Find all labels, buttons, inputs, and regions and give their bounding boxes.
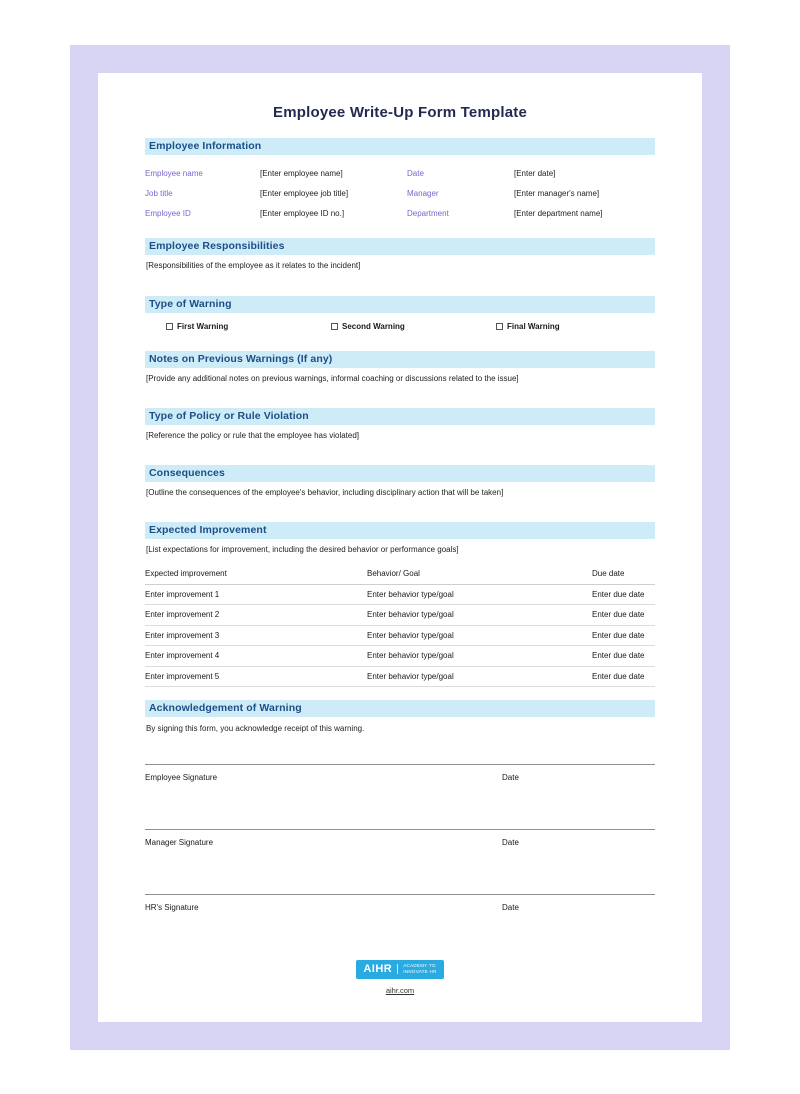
checkbox-icon[interactable] <box>166 323 173 330</box>
checkbox-first-warning[interactable] <box>166 322 331 331</box>
aihr-logo <box>356 960 443 979</box>
cell-improvement[interactable]: Enter improvement 3 <box>145 630 220 640</box>
date-label: Date <box>502 773 519 782</box>
field-label-date: Date <box>407 168 424 178</box>
checkbox-icon[interactable] <box>331 323 338 330</box>
section-heading-acknowledgement: Acknowledgement of Warning <box>145 700 655 717</box>
section-heading-employee-responsibilities: Employee Responsibilities <box>145 238 655 255</box>
field-value-manager[interactable]: [Enter manager's name] <box>514 188 600 198</box>
aihr-link[interactable]: aihr.com <box>385 986 415 995</box>
cell-due-date[interactable]: Enter due date <box>592 610 645 620</box>
checkbox-label: First Warning <box>177 322 229 331</box>
signature-block-hr <box>145 894 655 935</box>
checkbox-second-warning[interactable] <box>331 322 496 331</box>
section-heading-employee-information: Employee Information <box>145 138 655 155</box>
field-value-department[interactable]: [Enter department name] <box>514 208 603 218</box>
responsibilities-placeholder[interactable]: [Responsibilities of the employee as it relates to the incident] <box>146 261 361 270</box>
section-heading-policy-violation: Type of Policy or Rule Violation <box>145 408 655 425</box>
acknowledgement-body: By signing this form, you acknowledge receipt of this warning. <box>146 724 365 733</box>
checkbox-label: Final Warning <box>507 322 560 331</box>
manager-signature-label: Manager Signature <box>145 838 214 847</box>
cell-improvement[interactable]: Enter improvement 2 <box>145 610 220 620</box>
warning-options-row <box>166 322 655 331</box>
cell-improvement[interactable]: Enter improvement 5 <box>145 671 220 681</box>
section-heading-consequences: Consequences <box>145 465 655 482</box>
column-header-expected-improvement: Expected improvement <box>145 569 227 579</box>
hr-signature-label: HR's Signature <box>145 903 199 912</box>
section-heading-type-of-warning: Type of Warning <box>145 296 655 313</box>
improvement-table <box>145 564 655 687</box>
signature-block-manager <box>145 829 655 870</box>
table-row <box>145 646 655 667</box>
field-label-employee-id: Employee ID <box>145 208 191 218</box>
section-employee-information <box>145 138 655 223</box>
form-page <box>98 73 702 1022</box>
column-header-behavior-goal: Behavior/ Goal <box>367 569 420 579</box>
field-value-job-title[interactable]: [Enter employee job title] <box>260 188 349 198</box>
field-value-employee-id[interactable]: [Enter employee ID no.] <box>260 208 345 218</box>
consequences-placeholder[interactable]: [Outline the consequences of the employee's behavior, including disciplinary action that will be taken] <box>146 488 504 497</box>
notes-placeholder[interactable]: [Provide any additional notes on previous warnings, informal coaching or discussions related to the issue] <box>146 374 519 383</box>
cell-behavior-goal[interactable]: Enter behavior type/goal <box>367 630 454 640</box>
field-label-department: Department <box>407 208 449 218</box>
aihr-logo-text: AIHR <box>363 963 393 975</box>
section-employee-responsibilities <box>145 238 655 270</box>
improvement-placeholder[interactable]: [List expectations for improvement, including the desired behavior or performance goals] <box>146 545 459 554</box>
field-label-manager: Manager <box>407 188 439 198</box>
section-heading-notes-previous-warnings: Notes on Previous Warnings (If any) <box>145 351 655 368</box>
policy-placeholder[interactable]: [Reference the policy or rule that the employee has violated] <box>146 431 360 440</box>
checkbox-final-warning[interactable] <box>496 322 655 331</box>
field-label-job-title: Job title <box>145 188 173 198</box>
aihr-logo-tagline <box>403 963 436 974</box>
cell-behavior-goal[interactable]: Enter behavior type/goal <box>367 651 454 661</box>
table-row <box>145 605 655 626</box>
section-policy-violation <box>145 408 655 440</box>
date-label: Date <box>502 903 519 912</box>
date-label: Date <box>502 838 519 847</box>
page-footer <box>145 959 655 998</box>
section-heading-expected-improvement: Expected Improvement <box>145 522 655 539</box>
table-row <box>145 667 655 688</box>
field-value-employee-name[interactable]: [Enter employee name] <box>260 168 343 178</box>
employee-info-grid <box>145 163 655 223</box>
cell-behavior-goal[interactable]: Enter behavior type/goal <box>367 589 454 599</box>
table-row <box>145 626 655 647</box>
checkbox-label: Second Warning <box>342 322 405 331</box>
cell-behavior-goal[interactable]: Enter behavior type/goal <box>367 671 454 681</box>
page-title: Employee Write-Up Form Template <box>272 104 528 121</box>
logo-divider <box>397 964 398 974</box>
employee-signature-label: Employee Signature <box>145 773 218 782</box>
section-acknowledgement <box>145 700 655 733</box>
checkbox-icon[interactable] <box>496 323 503 330</box>
section-notes-previous-warnings <box>145 351 655 383</box>
info-row <box>145 203 655 223</box>
field-value-date[interactable]: [Enter date] <box>514 168 556 178</box>
table-header-row <box>145 564 655 585</box>
cell-due-date[interactable]: Enter due date <box>592 671 645 681</box>
column-header-due-date: Due date <box>592 569 625 579</box>
section-type-of-warning <box>145 296 655 331</box>
info-row <box>145 183 655 203</box>
cell-due-date[interactable]: Enter due date <box>592 589 645 599</box>
lavender-frame <box>70 45 730 1050</box>
signature-block-employee <box>145 764 655 805</box>
cell-due-date[interactable]: Enter due date <box>592 651 645 661</box>
cell-improvement[interactable]: Enter improvement 1 <box>145 589 220 599</box>
info-row <box>145 163 655 183</box>
cell-improvement[interactable]: Enter improvement 4 <box>145 651 220 661</box>
tagline-line-2: INNOVATE HR <box>403 969 437 974</box>
table-row <box>145 585 655 606</box>
section-consequences <box>145 465 655 497</box>
tagline-line-1: ACADEMY TO <box>403 963 436 969</box>
cell-behavior-goal[interactable]: Enter behavior type/goal <box>367 610 454 620</box>
field-label-employee-name: Employee name <box>145 168 203 178</box>
section-expected-improvement <box>145 522 655 687</box>
cell-due-date[interactable]: Enter due date <box>592 630 645 640</box>
